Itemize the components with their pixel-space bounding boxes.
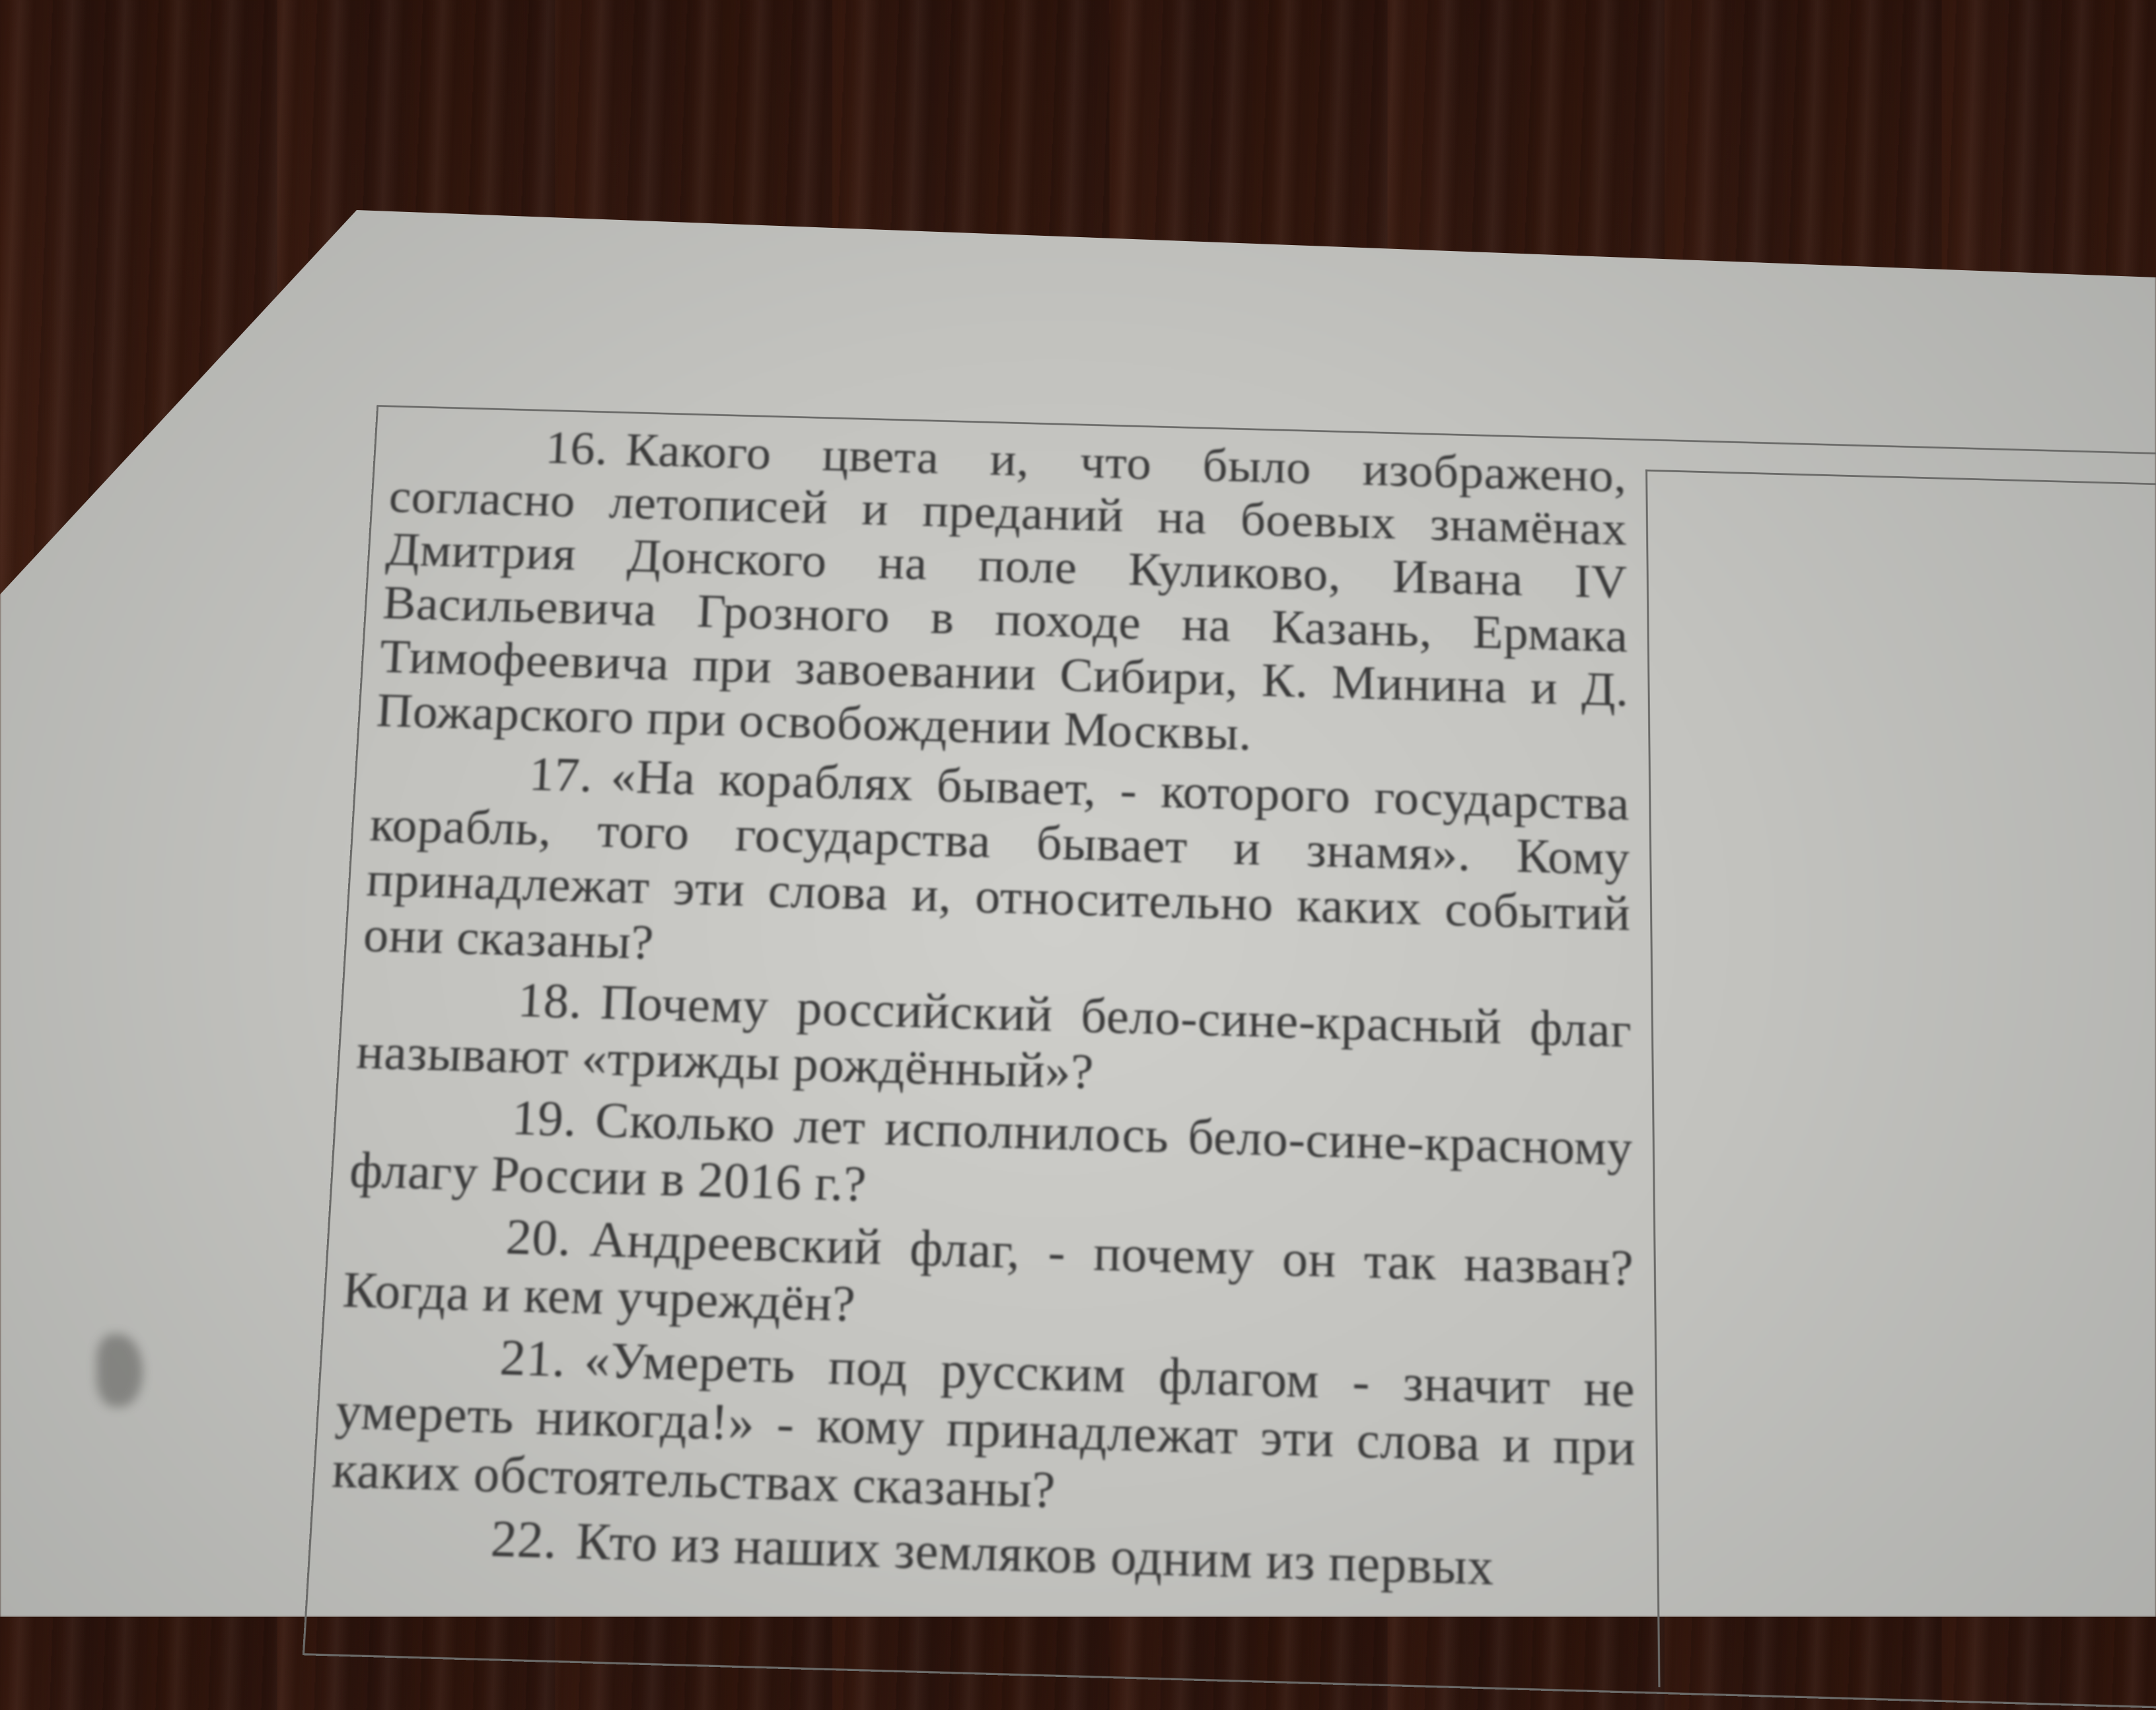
question-number: 21.	[498, 1328, 567, 1388]
question-number: 17.	[528, 746, 594, 802]
question-text: Кто из наших земляков одним из первых	[575, 1511, 1494, 1596]
question-text: Почему российский бело-сине-красный флаг называют «трижды рождённый»?	[355, 974, 1632, 1100]
question-number: 19.	[511, 1088, 579, 1147]
question-17	[362, 742, 1631, 997]
question-number: 22.	[489, 1508, 559, 1570]
question-text: Сколько лет исполнилось бело-сине-красному флагу России в 2016 г.?	[348, 1090, 1634, 1213]
printed-page	[0, 43, 2156, 1664]
question-text: Андреевский флаг, - почему он так назван? Когда и кем учреждён?	[341, 1209, 1634, 1333]
questions-list	[326, 416, 1637, 1606]
question-text: «На кораблях бывает, - которого государства корабль, того государства бывает и знамя». Кому принадлежат эти слова и, относительно каких событий они сказаны?	[362, 748, 1631, 970]
question-text: Какого цвета и, что было изображено, согласно летописей и преданий на боевых знамёнах Дмитрия Донского на поле Куликово, Ивана IV Васильевича Грозного в походе на Казань, Ермака Тимофеевича при завоевании Сибири, К. Минина и Д. Пожарского при освобождении Москвы.	[375, 422, 1629, 761]
question-21	[331, 1324, 1637, 1536]
question-number: 16.	[544, 420, 610, 475]
question-number: 20.	[505, 1207, 573, 1267]
question-16	[375, 416, 1629, 771]
question-number: 18.	[516, 971, 584, 1029]
question-text: «Умереть под русским флагом - значит не умереть никогда!» - кому принадлежат эти слова и при каких обстоятельствах сказаны?	[330, 1330, 1636, 1519]
